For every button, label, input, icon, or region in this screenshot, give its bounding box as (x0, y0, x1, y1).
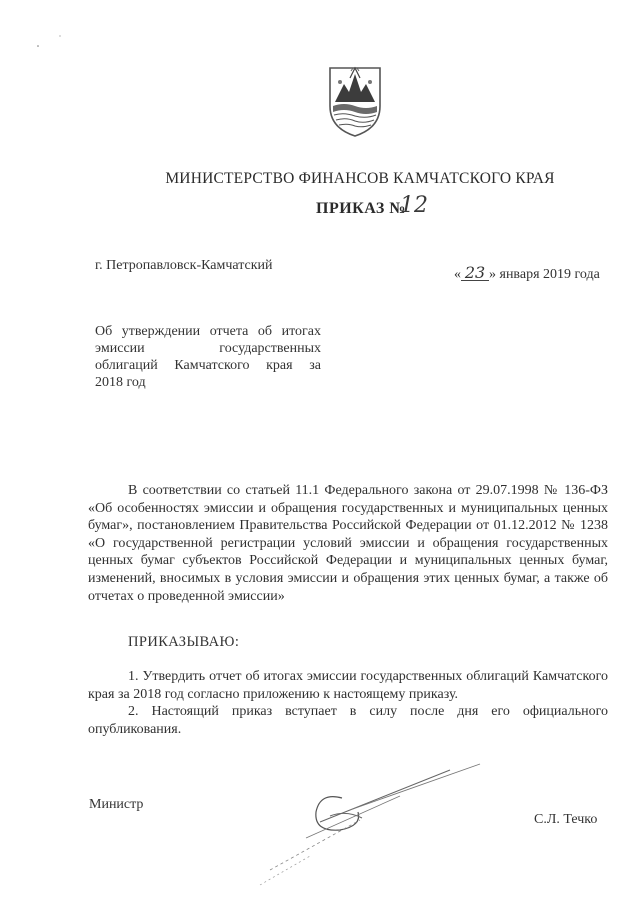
subject-line: Об утверждении отчета об итогах (95, 324, 321, 339)
order-subject (95, 323, 321, 391)
order-item: 1. Утвердить отчет об итогах эмиссии государственных облигаций Камчатского края за 2018 год согласно приложению к настоящему приказу. (88, 669, 608, 702)
subject-line: 2018 год (95, 375, 146, 390)
order-label: ПРИКАЗ № (316, 200, 406, 217)
preamble-paragraph (88, 482, 608, 605)
ministry-title: МИНИСТЕРСТВО ФИНАНСОВ КАМЧАТСКОГО КРАЯ (165, 170, 555, 187)
order-date (454, 263, 600, 283)
date-open-quote: « (454, 267, 461, 282)
order-items (88, 668, 608, 738)
handwritten-signature (250, 760, 490, 890)
subject-line: эмиссии государственных (95, 341, 321, 356)
date-rest: » января 2019 года (489, 267, 600, 282)
preamble-text: В соответствии со статьей 11.1 Федерального закона от 29.07.1998 № 136-ФЗ «Об особенностях эмиссии и обращения государственных и муниципальных ценных бумаг», постановлением Правительства Российской Федерации от 01.12.2012 № 1238 «О государственной регистрации условий эмиссии и обращения государственных ценных бумаг субъектов Российской Федерации и муниципальных ценных бумаг, изменений, вносимых в условия эмиссии и обращения этих ценных бумаг, а также об отчетах о проведенной эмиссии» (88, 483, 608, 604)
subject-line: облигаций Камчатского края за (95, 358, 321, 373)
order-item: 2. Настоящий приказ вступает в силу после дня его официального опубликования. (88, 704, 608, 737)
scan-specks (0, 0, 80, 60)
signatory-position: Министр (89, 797, 144, 812)
kamchatka-emblem-icon (326, 62, 384, 138)
city: г. Петропавловск-Камчатский (95, 258, 273, 273)
date-day-handwritten: 23 (461, 266, 489, 281)
signatory-name: С.Л. Течко (534, 812, 598, 827)
order-directive-word: ПРИКАЗЫВАЮ: (128, 634, 240, 650)
order-number-handwritten: 12 (400, 193, 428, 218)
